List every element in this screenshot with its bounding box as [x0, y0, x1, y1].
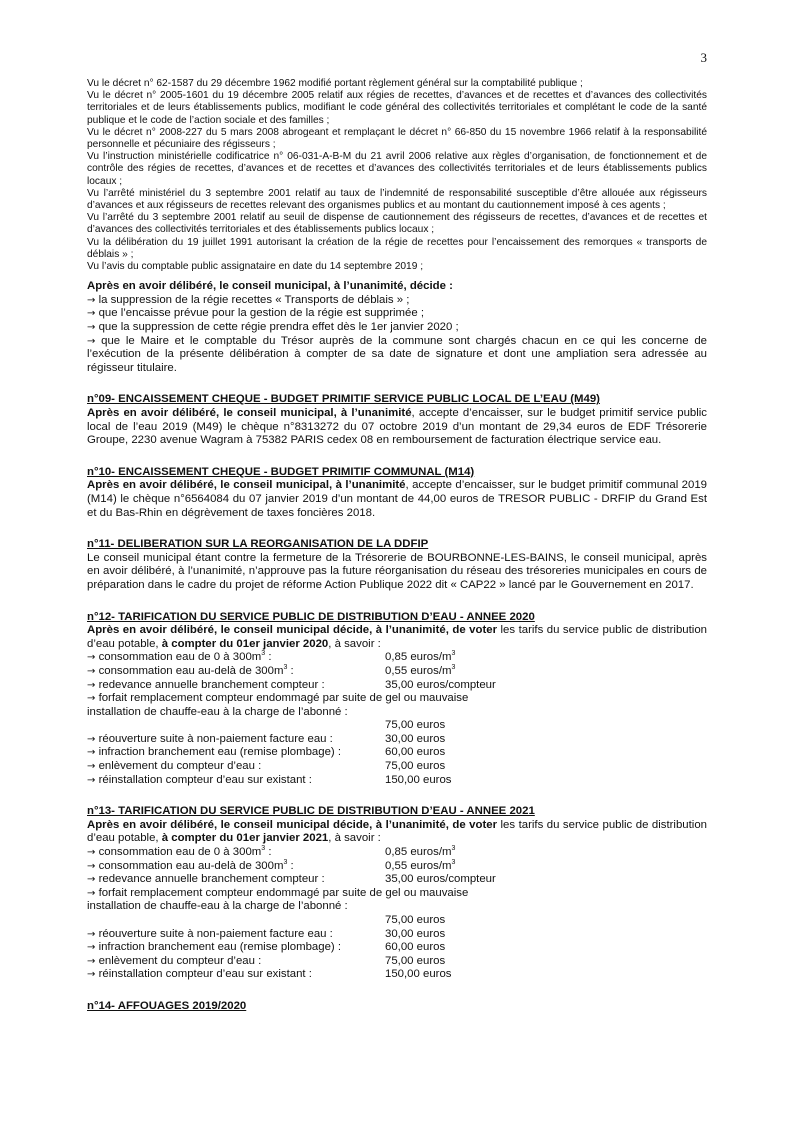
tarif-row: → redevance annuelle branchement compteur : 35,00 euros/compteur — [87, 873, 496, 886]
section-title: n°09- ENCAISSEMENT CHEQUE - BUDGET PRIMITIF SERVICE PUBLIC LOCAL DE L’EAU (M49) — [87, 393, 600, 406]
section-11 — [87, 538, 707, 592]
tarif-row: → infraction branchement eau (remise plombage) : 60,00 euros — [87, 941, 446, 954]
page-number: 3 — [700, 50, 707, 65]
tarif-row: 75,00 euros — [385, 719, 446, 732]
arrow-icon: → — [87, 322, 96, 334]
tarif-table — [87, 846, 496, 982]
tarif-row: → forfait remplacement compteur endommagé par suite de gel ou mauvaise installation de chauffe-eau à la charge de l’abonné : — [87, 886, 469, 913]
tarif-row: → infraction branchement eau (remise plombage) : 60,00 euros — [87, 746, 446, 759]
decision-lead: Après en avoir délibéré, le conseil municipal, à l’unanimité, décide : — [87, 280, 453, 293]
section-body: Après en avoir délibéré, le conseil municipal, à l’unanimité, accepte d’encaisser, sur le budget primitif service public local de l’eau 2019 (M49) le chèque n°8313272 du 07 octobre 2019 d’un montant de 29,34 euros de EDF Trésorerie Groupe, 2230 avenue Wagram à 75382 PARIS cedex 08 en remboursement de facturation électrique service eau. — [87, 407, 707, 447]
arrow-icon: → — [87, 761, 96, 773]
arrow-icon: → — [87, 335, 96, 347]
arrow-icon: → — [87, 928, 96, 940]
section-title: n°12- TARIFICATION DU SERVICE PUBLIC DE DISTRIBUTION D’EAU - ANNEE 2020 — [87, 610, 535, 623]
section-09 — [87, 393, 707, 447]
arrow-icon: → — [87, 308, 96, 320]
section-title: n°10- ENCAISSEMENT CHEQUE - BUDGET PRIMITIF COMMUNAL (M14) — [87, 465, 475, 478]
arrow-icon: → — [87, 693, 96, 705]
section-12 — [87, 611, 707, 788]
arrow-icon: → — [87, 679, 96, 691]
visa-line: Vu la délibération du 19 juillet 1991 autorisant la création de la régie de recettes pour l’encaissement des remorques « transports de déblais » ; — [87, 236, 707, 260]
tarif-row: → réouverture suite à non-paiement facture eau : 30,00 euros — [87, 927, 446, 940]
visa-line: Vu le décret n° 2005-1601 du 19 décembre 2005 relatif aux régies de recettes, d’avances et de recettes et d’avances des collectivités territoriales et de leurs établissements publics, modifiant le code général des collectivités territoriales et complétant le code de la santé publique et le code de l’action sociale et des familles ; — [87, 90, 707, 126]
section-title: n°14- AFFOUAGES 2019/2020 — [87, 999, 247, 1012]
section-title: n°11- DELIBERATION SUR LA REORGANISATION DE LA DDFIP — [87, 538, 429, 551]
arrow-icon: → — [87, 955, 96, 967]
tarif-row: → consommation eau de 0 à $300m^3$ : 0,85 euros/$m^3$ — [87, 845, 456, 859]
tarif-row: → forfait remplacement compteur endommagé par suite de gel ou mauvaise installation de chauffe-eau à la charge de l’abonné : — [87, 692, 469, 718]
section-body: Après en avoir délibéré, le conseil municipal décide, à l’unanimité, de voter les tarifs du service public de distribution d’eau potable, à compter du 01er janvier 2021, à savoir : — [87, 818, 707, 845]
arrow-icon: → — [87, 969, 96, 981]
decision-item: → que la suppression de cette régie prendra effet dès le 1er janvier 2020 ; — [87, 321, 459, 334]
section-body: Le conseil municipal étant contre la fermeture de la Trésorerie de BOURBONNE-LES-BAINS, le conseil municipal, après en avoir délibéré, à l’unanimité, n’approuve pas la future réorganisation du réseau des trésoreries municipales en cours de préparation dans le cadre du projet de réforme Action Publique 2022 dit « CAP22 » lancé par le Gouvernement en 2017. — [87, 551, 707, 591]
arrow-icon: → — [87, 942, 96, 954]
visa-line: Vu le décret n° 62-1587 du 29 décembre 1962 modifié portant règlement général sur la comptabilité publique ; — [87, 78, 583, 89]
section-13 — [87, 805, 707, 982]
visa-line: Vu l’instruction ministérielle codificatrice n° 06-031-A-B-M du 21 avril 2006 relative aux règles d’organisation, de fonctionnement et de contrôle des régies de recettes, d’avances et de recettes et d’avances des collectivités territoriales et de leurs établissements publics locaux ; — [87, 151, 707, 187]
section-10 — [87, 466, 707, 520]
visa-line: Vu le décret n° 2008-227 du 5 mars 2008 abrogeant et remplaçant le décret n° 66-850 du 15 novembre 1966 relatif à la responsabilité personnelle et pécuniaire des régisseurs ; — [87, 126, 707, 151]
arrow-icon: → — [87, 747, 96, 759]
section-body: Après en avoir délibéré, le conseil municipal, à l’unanimité, accepte d’encaisser, sur le budget primitif communal 2019 (M14) le chèque n°6564084 du 07 janvier 2019 d’un montant de 44,00 euros de TRESOR PUBLIC - DRFIP du Grand Est et du Bas-Rhin en dégrèvement de taxes foncières 2018. — [87, 479, 707, 519]
decision-item: → que l’encaisse prévue pour la gestion de la régie est supprimée ; — [87, 307, 425, 320]
decision-block — [87, 280, 707, 375]
tarif-row: → réinstallation compteur d’eau sur existant : 150,00 euros — [87, 968, 452, 981]
visa-line: Vu l’arrêté du 3 septembre 2001 relatif au seuil de dispense de cautionnement des régisseurs de recettes, d’avances et de recettes et d’avances des collectivités territoriales et des établissements publics locaux ; — [87, 212, 707, 236]
arrow-icon: → — [87, 652, 96, 664]
visa-line: Vu l’arrêté ministériel du 3 septembre 2001 relatif au taux de l’indemnité de responsabilité susceptible d’être allouée aux régisseurs d’avances et aux régisseurs de recettes relevant des organismes publics et au montant du cautionnement imposé à ces agents ; — [87, 187, 707, 212]
section-title: n°13- TARIFICATION DU SERVICE PUBLIC DE DISTRIBUTION D’EAU - ANNEE 2021 — [87, 805, 535, 818]
arrow-icon: → — [87, 874, 96, 886]
arrow-icon: → — [87, 294, 96, 306]
arrow-icon: → — [87, 887, 96, 899]
section-body: Après en avoir délibéré, le conseil municipal décide, à l’unanimité, de voter les tarifs du service public de distribution d’eau potable, à compter du 01er janvier 2020, à savoir : — [87, 624, 707, 650]
arrow-icon: → — [87, 774, 96, 786]
arrow-icon: → — [87, 665, 96, 677]
tarif-row: → enlèvement du compteur d’eau : 75,00 euros — [87, 760, 446, 773]
tarif-row: → consommation eau au-delà de $300m^3$ : 0,55 euros/$m^3$ — [87, 664, 456, 677]
arrow-icon: → — [87, 860, 96, 872]
tarif-row: → réinstallation compteur d’eau sur existant : 150,00 euros — [87, 773, 452, 786]
arrow-icon: → — [87, 847, 96, 859]
decision-item: → que le Maire et le comptable du Trésor auprès de la commune sont chargés chacun en ce qui les concerne de l’exécution de la présente délibération à compter de sa date de signature et dont une ampliation sera adressée au régisseur titulaire. — [87, 334, 707, 374]
arrow-icon: → — [87, 733, 96, 745]
visa-line: Vu l’avis du comptable public assignataire en date du 14 septembre 2019 ; — [87, 261, 424, 273]
document-content — [87, 78, 707, 1014]
decision-item: → la suppression de la régie recettes « Transports de déblais » ; — [87, 293, 410, 306]
tarif-row: 75,00 euros — [385, 914, 446, 926]
tarif-row: → consommation eau au-delà de $300m^3$ : 0,55 euros/$m^3$ — [87, 858, 456, 872]
tarif-table — [87, 651, 496, 787]
tarif-row: → redevance annuelle branchement compteur : 35,00 euros/compteur — [87, 678, 496, 691]
visas-block — [87, 78, 707, 273]
tarif-row: → réouverture suite à non-paiement facture eau : 30,00 euros — [87, 732, 446, 745]
tarif-row: → enlèvement du compteur d’eau : 75,00 euros — [87, 954, 446, 967]
tarif-row: → consommation eau de 0 à $300m^3$ : 0,85 euros/$m^3$ — [87, 650, 456, 664]
section-14 — [87, 1000, 707, 1014]
